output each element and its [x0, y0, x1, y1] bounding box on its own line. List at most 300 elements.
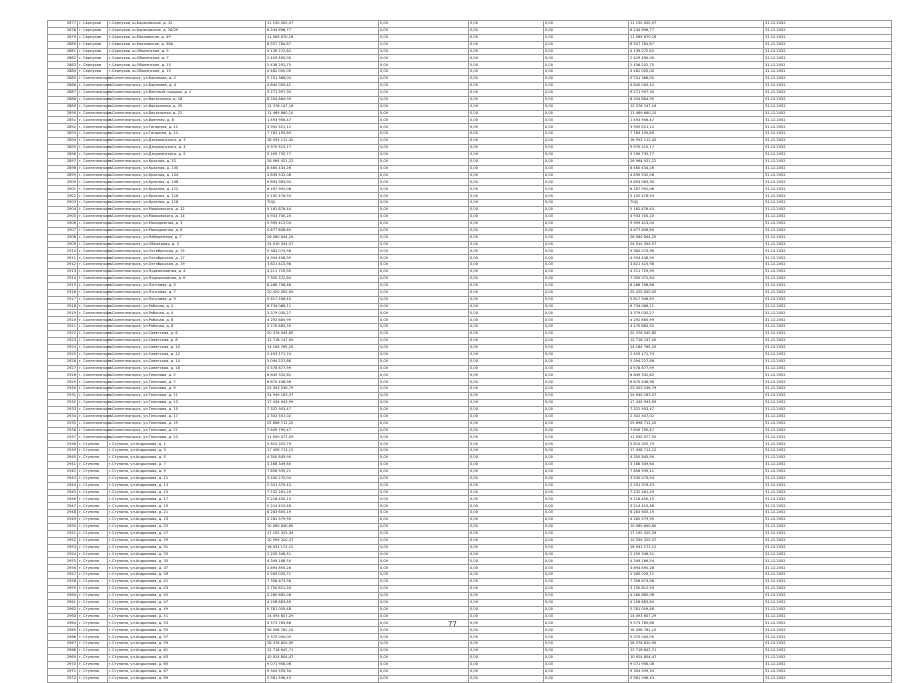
owners-funds-total-cell: 1 493 956,47: [629, 117, 764, 124]
total-cost-cell: 12 376 147,16: [266, 103, 379, 110]
deadline-cell: 31.12.2052: [764, 344, 892, 351]
table-row: [48, 510, 892, 517]
address-cell: г.Солнечногорск, ул.Тельнова, д. 7: [108, 379, 266, 386]
regional-fund-cell: 0,00: [379, 34, 469, 41]
regional-fund-cell: 0,00: [379, 524, 469, 531]
owners-funds-total-cell: 24 910 354,57: [629, 241, 764, 248]
owners-funds-total-cell: 9 271 997,30: [629, 89, 764, 96]
regional-fund-cell: 0,00: [379, 337, 469, 344]
table-row: [48, 89, 892, 96]
deadline-cell: 31.12.2052: [764, 220, 892, 227]
row-number-cell: 2882: [48, 55, 78, 62]
owners-fund-cell: 0,00: [544, 661, 629, 668]
owners-funds-total-cell: 16 058 781,10: [629, 627, 764, 634]
municipal-fund-cell: 0,00: [469, 358, 544, 365]
owners-funds-total-cell: 24 949 183,37: [629, 393, 764, 400]
owners-fund-cell: 0,00: [544, 317, 629, 324]
regional-fund-cell: 0,00: [379, 69, 469, 76]
municipal-fund-cell: 0,00: [469, 131, 544, 138]
municipal-fund-cell: 0,00: [469, 165, 544, 172]
row-number-cell: 2884: [48, 69, 78, 76]
owners-funds-total-cell: 4 258 683,80: [629, 599, 764, 606]
table-row: [48, 337, 892, 344]
total-cost-cell: 4 839 532,08: [266, 172, 379, 179]
table-row: [48, 406, 892, 413]
owners-fund-cell: 0,00: [544, 372, 629, 379]
row-number-cell: 2907: [48, 227, 78, 234]
owners-funds-total-cell: 8 204 864,90: [629, 96, 764, 103]
deadline-cell: 31.12.2052: [764, 462, 892, 469]
deadline-cell: 31.12.2052: [764, 579, 892, 586]
regional-fund-cell: 0,00: [379, 620, 469, 627]
deadline-cell: 31.12.2052: [764, 613, 892, 620]
regional-fund-cell: 0,00: [379, 151, 469, 158]
total-cost-cell: 6 875 446,96: [266, 379, 379, 386]
municipality-cell: г. Солнечногорск: [78, 89, 108, 96]
total-cost-cell: 7 322 953,47: [266, 406, 379, 413]
address-cell: г.Солнечногорск, ул.Дзержинского, д. 3: [108, 138, 266, 145]
owners-fund-cell: 0,00: [544, 193, 629, 200]
municipal-fund-cell: 0,00: [469, 172, 544, 179]
row-number-cell: 2883: [48, 62, 78, 69]
owners-fund-cell: 0,00: [544, 586, 629, 593]
regional-fund-cell: 0,00: [379, 21, 469, 28]
deadline-cell: 31.12.2052: [764, 138, 892, 145]
address-cell: г.Солнечногорск, ул.Октябрьская, д. 15: [108, 248, 266, 255]
deadline-cell: 31.12.2052: [764, 48, 892, 55]
owners-funds-total-cell: 12 376 147,16: [629, 103, 764, 110]
regional-fund-cell: 0,00: [379, 172, 469, 179]
municipal-fund-cell: 0,00: [469, 530, 544, 537]
municipal-fund-cell: 0,00: [469, 399, 544, 406]
regional-fund-cell: 0,00: [379, 496, 469, 503]
row-number-cell: 2932: [48, 399, 78, 406]
owners-funds-total-cell: 5 214 415,48: [629, 503, 764, 510]
municipal-fund-cell: 0,00: [469, 393, 544, 400]
total-cost-cell: 4 258 683,80: [266, 599, 379, 606]
total-cost-cell: 5 375 000,00: [266, 634, 379, 641]
owners-funds-total-cell: 7 356 673,96: [629, 579, 764, 586]
owners-funds-total-cell: 3 530 275,04: [629, 475, 764, 482]
deadline-cell: 31.12.2052: [764, 503, 892, 510]
municipal-fund-cell: 0,00: [469, 262, 544, 269]
owners-funds-total-cell: 28 376 820,90: [629, 641, 764, 648]
deadline-cell: 31.12.2052: [764, 634, 892, 641]
row-number-cell: 2908: [48, 234, 78, 241]
owners-fund-cell: 0,00: [544, 468, 629, 475]
municipal-fund-cell: 0,00: [469, 220, 544, 227]
owners-fund-cell: 0,00: [544, 138, 629, 145]
municipality-cell: г. Солнечногорск: [78, 248, 108, 255]
row-number-cell: 2890: [48, 110, 78, 117]
table-row: [48, 62, 892, 69]
table-row: [48, 248, 892, 255]
municipality-cell: г. Ступино: [78, 565, 108, 572]
row-number-cell: 2939: [48, 448, 78, 455]
address-cell: г.Ступино, ул.Андропова, д. 37: [108, 565, 266, 572]
municipal-fund-cell: 0,00: [469, 317, 544, 324]
municipality-cell: г. Ступино: [78, 558, 108, 565]
deadline-cell: 31.12.2052: [764, 317, 892, 324]
municipal-fund-cell: 0,00: [469, 83, 544, 90]
total-cost-cell: 20 420 000,00: [266, 289, 379, 296]
municipality-cell: г. Солнечногорск: [78, 379, 108, 386]
owners-fund-cell: 0,00: [544, 282, 629, 289]
address-cell: г.Ступино, ул.Андропова, д. 5: [108, 455, 266, 462]
owners-funds-total-cell: 4 933 750,20: [629, 213, 764, 220]
owners-funds-total-cell: 26 060 844,20: [629, 234, 764, 241]
registry-table: [47, 20, 892, 683]
address-cell: г.Солнечногорск, ул.Красная, д. 108: [108, 179, 266, 186]
regional-fund-cell: 0,00: [379, 551, 469, 558]
municipality-cell: г. Солнечногорск: [78, 241, 108, 248]
regional-fund-cell: 0,00: [379, 303, 469, 310]
regional-fund-cell: 0,00: [379, 83, 469, 90]
municipality-cell: г. Ступино: [78, 496, 108, 503]
regional-fund-cell: 0,00: [379, 648, 469, 655]
deadline-cell: 31.12.2052: [764, 234, 892, 241]
total-cost-cell: 6 167 992,06: [266, 186, 379, 193]
municipality-cell: г. Солнечногорск: [78, 413, 108, 420]
owners-fund-cell: 0,00: [544, 517, 629, 524]
deadline-cell: 31.12.2052: [764, 241, 892, 248]
municipality-cell: г. Ступино: [78, 641, 108, 648]
table-row: [48, 441, 892, 448]
row-number-cell: 2902: [48, 193, 78, 200]
municipal-fund-cell: 0,00: [469, 248, 544, 255]
owners-fund-cell: 0,00: [544, 27, 629, 34]
total-cost-cell: 5 363 074,96: [266, 248, 379, 255]
total-cost-cell: 3 894 890,26: [266, 565, 379, 572]
row-number-cell: 2944: [48, 482, 78, 489]
total-cost-cell: 23 303 536,79: [266, 386, 379, 393]
owners-fund-cell: 0,00: [544, 592, 629, 599]
municipal-fund-cell: 0,00: [469, 510, 544, 517]
owners-fund-cell: 0,00: [544, 351, 629, 358]
address-cell: г.Солнечногорск, ул.Советская, д. 8: [108, 337, 266, 344]
regional-fund-cell: 0,00: [379, 310, 469, 317]
row-number-cell: 2906: [48, 220, 78, 227]
address-cell: г.Ступино, ул.Андропова, д. 33: [108, 551, 266, 558]
owners-fund-cell: 0,00: [544, 641, 629, 648]
deadline-cell: 31.12.2052: [764, 337, 892, 344]
table-row: [48, 482, 892, 489]
address-cell: г.Ступино, ул.Андропова, д. 23: [108, 517, 266, 524]
deadline-cell: 31.12.2052: [764, 69, 892, 76]
owners-funds-total-cell: 5 573 765,66: [629, 620, 764, 627]
total-cost-cell: 17 192 325,39: [266, 530, 379, 537]
page-number: 77: [448, 620, 457, 628]
address-cell: г.Ступино, ул.Андропова, д. 49: [108, 606, 266, 613]
municipal-fund-cell: 0,00: [469, 193, 544, 200]
table-row: [48, 530, 892, 537]
address-cell: г.Солнечногорск, ул.Объездная, д. 3: [108, 241, 266, 248]
regional-fund-cell: 0,00: [379, 537, 469, 544]
table-row: [48, 455, 892, 462]
row-number-cell: 2943: [48, 475, 78, 482]
address-cell: г.Ступино, ул.Андропова, д. 35: [108, 558, 266, 565]
table-row: [48, 200, 892, 207]
total-cost-cell: 5 781 059,48: [266, 606, 379, 613]
municipality-cell: г. Солнечногорск: [78, 351, 108, 358]
owners-funds-total-cell: 2 429 490,00: [629, 55, 764, 62]
address-cell: г.Ступино, ул.Андропова, д. 51: [108, 613, 266, 620]
row-number-cell: 2934: [48, 413, 78, 420]
municipal-fund-cell: 0,00: [469, 103, 544, 110]
regional-fund-cell: 0,00: [379, 124, 469, 131]
regional-fund-cell: 0,00: [379, 572, 469, 579]
regional-fund-cell: 0,00: [379, 289, 469, 296]
owners-funds-total-cell: 3 894 890,26: [629, 565, 764, 572]
owners-fund-cell: 0,00: [544, 76, 629, 83]
municipal-fund-cell: 0,00: [469, 524, 544, 531]
owners-funds-total-cell: 6 244 696,77: [629, 27, 764, 34]
total-cost-cell: 3 750 812,59: [266, 586, 379, 593]
deadline-cell: 31.12.2052: [764, 489, 892, 496]
address-cell: г.Солнечногорск, ул.Октябрьская, д. 19: [108, 262, 266, 269]
deadline-cell: 31.12.2052: [764, 510, 892, 517]
row-number-cell: 2898: [48, 165, 78, 172]
row-number-cell: 2953: [48, 544, 78, 551]
address-cell: г.Ступино, ул.Андропова, д. 13: [108, 482, 266, 489]
municipal-fund-cell: 0,00: [469, 62, 544, 69]
owners-fund-cell: 0,00: [544, 331, 629, 338]
deadline-cell: 31.12.2052: [764, 517, 892, 524]
owners-fund-cell: 0,00: [544, 544, 629, 551]
owners-funds-total-cell: 4 350 845,90: [629, 455, 764, 462]
municipal-fund-cell: 0,00: [469, 76, 544, 83]
regional-fund-cell: 0,00: [379, 413, 469, 420]
deadline-cell: 31.12.2052: [764, 76, 892, 83]
row-number-cell: 2919: [48, 310, 78, 317]
address-cell: г.Солнечногорск, ул.Красная, д. 104: [108, 172, 266, 179]
owners-funds-total-cell: 4 578 877,99: [629, 365, 764, 372]
municipality-cell: г. Солнечногорск: [78, 337, 108, 344]
total-cost-cell: 2 302 507,02: [266, 413, 379, 420]
address-cell: г.Солнечногорск, ул.Вокзальная, д. 20: [108, 103, 266, 110]
total-cost-cell: 5 162 876,44: [266, 207, 379, 214]
regional-fund-cell: 0,00: [379, 586, 469, 593]
address-cell: г.Ступино, ул.Андропова, д. 69: [108, 675, 266, 682]
table-row: [48, 448, 892, 455]
row-number-cell: 2918: [48, 303, 78, 310]
owners-fund-cell: 0,00: [544, 234, 629, 241]
total-cost-cell: 9 970 515,17: [266, 145, 379, 152]
municipality-cell: г. Ступино: [78, 448, 108, 455]
owners-funds-total-cell: 20 376 945,85: [629, 331, 764, 338]
total-cost-cell: 4 933 750,20: [266, 213, 379, 220]
owners-funds-total-cell: 3 379 030,27: [629, 310, 764, 317]
regional-fund-cell: 0,00: [379, 207, 469, 214]
table-row: [48, 537, 892, 544]
municipal-fund-cell: 0,00: [469, 21, 544, 28]
deadline-cell: 31.12.2052: [764, 89, 892, 96]
municipality-cell: г. Солнечногорск: [78, 158, 108, 165]
deadline-cell: 31.12.2052: [764, 131, 892, 138]
address-cell: г.Ступино, ул.Андропова, д. 21: [108, 510, 266, 517]
total-cost-cell: 20 376 945,85: [266, 331, 379, 338]
municipal-fund-cell: 0,00: [469, 365, 544, 372]
municipality-cell: г. Ступино: [78, 537, 108, 544]
total-cost-cell: 4 954 438,95: [266, 255, 379, 262]
table-row: [48, 634, 892, 641]
row-number-cell: 2968: [48, 648, 78, 655]
regional-fund-cell: 0,00: [379, 193, 469, 200]
owners-funds-total-cell: 7 783 195,89: [629, 131, 764, 138]
row-number-cell: 2891: [48, 117, 78, 124]
row-number-cell: 2937: [48, 434, 78, 441]
deadline-cell: 31.12.2052: [764, 165, 892, 172]
municipal-fund-cell: 0,00: [469, 606, 544, 613]
total-cost-cell: 1 493 956,47: [266, 117, 379, 124]
deadline-cell: 31.12.2052: [764, 289, 892, 296]
deadline-cell: 31.12.2052: [764, 524, 892, 531]
table-row: [48, 592, 892, 599]
municipality-cell: г. Солнечногорск: [78, 427, 108, 434]
owners-funds-total-cell: 11 150 000,07: [629, 21, 764, 28]
row-number-cell: 2972: [48, 675, 78, 682]
municipality-cell: г. Ступино: [78, 675, 108, 682]
municipality-cell: г. Ступино: [78, 503, 108, 510]
deadline-cell: 31.12.2052: [764, 275, 892, 282]
row-number-cell: 2962: [48, 606, 78, 613]
address-cell: г.Солнечногорск, ул.Маяковского, д. 12: [108, 207, 266, 214]
total-cost-cell: 2 265 029,71: [266, 572, 379, 579]
table-row: [48, 317, 892, 324]
deadline-cell: 31.12.2052: [764, 96, 892, 103]
total-cost-cell: 5 214 415,48: [266, 503, 379, 510]
municipal-fund-cell: 0,00: [469, 613, 544, 620]
municipality-cell: г. Серпухов: [78, 55, 108, 62]
total-cost-cell: 8 557 764,87: [266, 41, 379, 48]
row-number-cell: 2915: [48, 282, 78, 289]
deadline-cell: 31.12.2052: [764, 551, 892, 558]
total-cost-cell: 18 953 112,42: [266, 138, 379, 145]
regional-fund-cell: 0,00: [379, 489, 469, 496]
owners-fund-cell: 0,00: [544, 489, 629, 496]
owners-fund-cell: 0,00: [544, 496, 629, 503]
regional-fund-cell: 0,00: [379, 241, 469, 248]
total-cost-cell: 4 893 963,90: [266, 179, 379, 186]
address-cell: г.Солнечногорск, ул.Гагарина, д. 14: [108, 131, 266, 138]
deadline-cell: 31.12.2052: [764, 661, 892, 668]
address-cell: г.Солнечногорск, ул.Баранова, д. 4: [108, 83, 266, 90]
total-cost-cell: 17 458 713,12: [266, 448, 379, 455]
owners-funds-total-cell: 6 734 066,11: [629, 303, 764, 310]
municipality-cell: г. Солнечногорск: [78, 193, 108, 200]
owners-fund-cell: 0,00: [544, 220, 629, 227]
municipality-cell: г. Ступино: [78, 475, 108, 482]
municipal-fund-cell: 0,00: [469, 331, 544, 338]
owners-funds-total-cell: 26 964 921,22: [629, 158, 764, 165]
row-number-cell: 2965: [48, 627, 78, 634]
row-number-cell: 2971: [48, 668, 78, 675]
owners-funds-total-cell: 3 168 349,60: [629, 462, 764, 469]
municipality-cell: г. Серпухов: [78, 21, 108, 28]
owners-funds-total-cell: 4 139 272,62: [629, 48, 764, 55]
row-number-cell: 2960: [48, 592, 78, 599]
table-row: [48, 117, 892, 124]
owners-funds-total-cell: 12 718 147,00: [629, 337, 764, 344]
municipality-cell: г. Солнечногорск: [78, 227, 108, 234]
owners-funds-total-cell: 10 060 640,60: [629, 524, 764, 531]
deadline-cell: 31.12.2052: [764, 34, 892, 41]
regional-fund-cell: 0,00: [379, 296, 469, 303]
municipal-fund-cell: 0,00: [469, 310, 544, 317]
owners-fund-cell: 0,00: [544, 337, 629, 344]
regional-fund-cell: 0,00: [379, 275, 469, 282]
row-number-cell: 2923: [48, 337, 78, 344]
municipality-cell: г. Солнечногорск: [78, 124, 108, 131]
municipality-cell: г. Солнечногорск: [78, 303, 108, 310]
regional-fund-cell: 0,00: [379, 482, 469, 489]
total-cost-cell: 26 060 844,20: [266, 234, 379, 241]
owners-funds-total-cell: 20 420 000,00: [629, 289, 764, 296]
regional-fund-cell: 0,00: [379, 510, 469, 517]
owners-fund-cell: 0,00: [544, 634, 629, 641]
regional-fund-cell: 0,00: [379, 131, 469, 138]
table-row: [48, 503, 892, 510]
owners-funds-total-cell: 6 167 992,06: [629, 186, 764, 193]
municipal-fund-cell: 0,00: [469, 668, 544, 675]
municipality-cell: г. Ступино: [78, 441, 108, 448]
address-cell: г.Ступино, ул.Андропова, д. 59: [108, 641, 266, 648]
regional-fund-cell: 0,00: [379, 634, 469, 641]
row-number-cell: 2966: [48, 634, 78, 641]
table-row: [48, 524, 892, 531]
deadline-cell: 31.12.2052: [764, 572, 892, 579]
table-row: [48, 303, 892, 310]
address-cell: г.Солнечногорск, ул.Красная, д. 118: [108, 200, 266, 207]
address-cell: г.Ступино, ул.Андропова, д. 57: [108, 634, 266, 641]
owners-fund-cell: 0,00: [544, 207, 629, 214]
total-cost-cell: 6 849 332,62: [266, 372, 379, 379]
table-row: [48, 48, 892, 55]
regional-fund-cell: 0,00: [379, 41, 469, 48]
row-number-cell: 2945: [48, 489, 78, 496]
table-row: [48, 599, 892, 606]
table-row: [48, 193, 892, 200]
total-cost-cell: 3 992 521,12: [266, 124, 379, 131]
owners-fund-cell: 0,00: [544, 668, 629, 675]
total-cost-cell: 24 949 183,37: [266, 393, 379, 400]
owners-funds-total-cell: 4 211 729,90: [629, 269, 764, 276]
row-number-cell: 2935: [48, 420, 78, 427]
deadline-cell: 31.12.2052: [764, 648, 892, 655]
municipal-fund-cell: 0,00: [469, 482, 544, 489]
municipal-fund-cell: 0,00: [469, 344, 544, 351]
deadline-cell: 31.12.2052: [764, 83, 892, 90]
table-row: [48, 393, 892, 400]
row-number-cell: 2952: [48, 537, 78, 544]
regional-fund-cell: 0,00: [379, 393, 469, 400]
municipal-fund-cell: 0,00: [469, 124, 544, 131]
total-cost-cell: 10 060 640,60: [266, 524, 379, 531]
regional-fund-cell: 0,00: [379, 317, 469, 324]
deadline-cell: 31.12.2052: [764, 441, 892, 448]
table-row: [48, 558, 892, 565]
table-row: [48, 179, 892, 186]
municipal-fund-cell: 0,00: [469, 620, 544, 627]
owners-funds-total-cell: 7 849 790,47: [629, 427, 764, 434]
municipal-fund-cell: 0,00: [469, 462, 544, 469]
address-cell: г.Ступино, ул.Андропова, д. 67: [108, 668, 266, 675]
municipal-fund-cell: 0,00: [469, 434, 544, 441]
address-cell: г.Ступино, ул.Андропова, д. 29: [108, 537, 266, 544]
address-cell: г.Ступино, ул.Андропова, д. 19: [108, 503, 266, 510]
municipality-cell: г. Солнечногорск: [78, 234, 108, 241]
owners-funds-total-cell: 4 349 166,54: [629, 558, 764, 565]
